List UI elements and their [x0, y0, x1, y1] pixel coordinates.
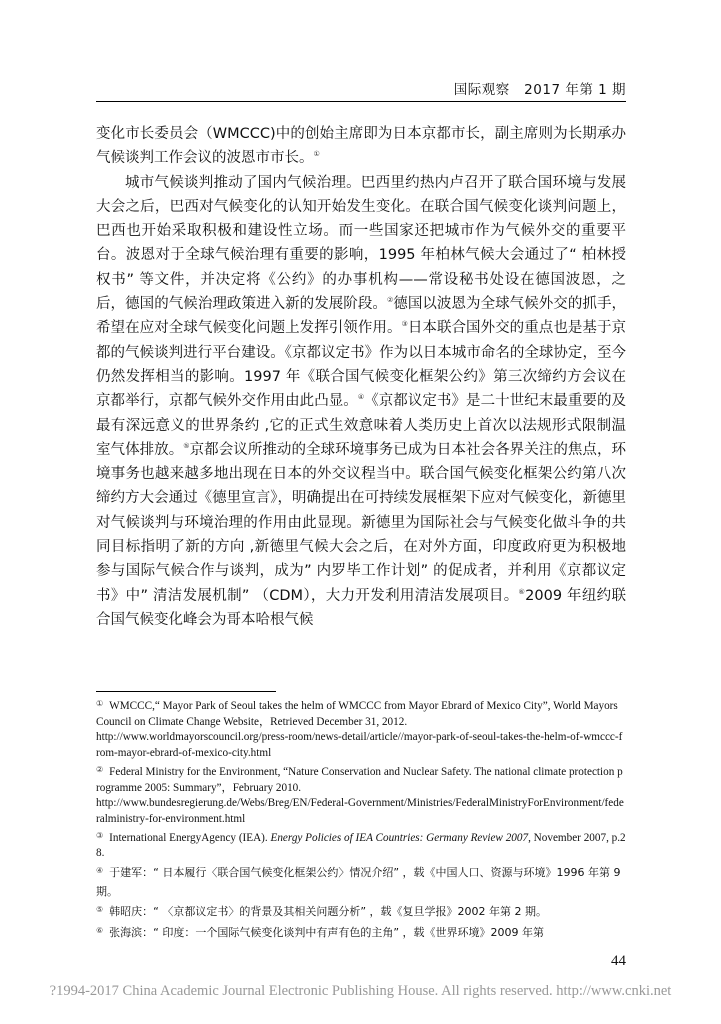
- footnote-ref-5[interactable]: ⑤: [183, 441, 190, 450]
- footnote-url[interactable]: http://www.worldmayorscouncil.org/press-room/news-detail/article//mayor-park-of-seoul-takes-the-helm-of-wmccc-from-mayor-ebrard-of-mexico-city.html: [96, 731, 623, 760]
- paragraph-text: 德国以波恩为全球气候外交的抓手，希望在应对全球气候变化问题上发挥引领作用。: [96, 296, 626, 337]
- running-header: [96, 78, 626, 98]
- footnote-text: 于建军：“ 日本履行〈联合国气候变化框架公约〉情况介绍” ，载《中国人口、资源与环境》1996 年第 9 期。: [96, 866, 621, 898]
- footnote-ref-4[interactable]: ④: [357, 393, 365, 402]
- page-number: 44: [611, 953, 626, 969]
- footnote-number: ②: [96, 764, 104, 774]
- footnote-text: WMCCC,“ Mayor Park of Seoul takes the helm of WMCCC from Mayor Ebrard of Mexico City”, World Mayors Council on Climate Change Website，Retrieved December 31, 2012.: [96, 700, 618, 728]
- footnote-5: [96, 901, 626, 922]
- paragraph-text: 日本联合国外交的重点也是基于京都的气候谈判进行平台建设。《京都议定书》作为以日本城市命名的全球协定，至今仍然发挥相当的影响。1997 年《联合国气候变化框架公约》第三次缔约方会议在京都举行，京都气候外交作用由此凸显。: [96, 320, 627, 410]
- paragraph-text: 《京都议定书》是二十世纪末最重要的及最有深远意义的世界条约 ,它的正式生效意味着人类历史上首次以法规形式限制温室气体排放。: [96, 393, 626, 458]
- footnote-1: [96, 696, 626, 762]
- footnote-4: [96, 862, 626, 901]
- footnote-number: ③: [96, 830, 104, 840]
- footnote-number: ⑤: [96, 905, 104, 915]
- footnote-url[interactable]: http://www.bundesregierung.de/Webs/Breg/EN/Federal-Government/Ministries/FederalMinistryForEnvironment/federalministry-for-environment.html: [96, 797, 624, 825]
- cnki-watermark: ?1994-2017 China Academic Journal Electronic Publishing House. All rights reserved. http://www.cnki.net: [49, 983, 672, 999]
- paragraph-text: 变化市长委员会（WMCCC)中的创始主席即为日本京都市长，副主席则为长期承办气候谈判工作会议的波恩市市长。: [96, 126, 626, 167]
- body-text: [96, 122, 626, 632]
- footnote-text: Federal Ministry for the Environment, “Nature Conservation and Nuclear Safety. The national climate protection programme 2005: Summary”，February 2010.: [96, 765, 623, 794]
- footnote-2: [96, 762, 626, 828]
- footnote-number: ④: [96, 866, 104, 876]
- paragraph-2: [96, 171, 626, 633]
- footnote-text: International EnergyAgency (IEA).: [109, 831, 271, 844]
- footnote-6: [96, 922, 626, 943]
- footnote-text: 张海滨：“ 印度：一个国际气候变化谈判中有声有色的主角” ，载《世界环境》2009 年第: [109, 925, 545, 939]
- footnote-ref-6[interactable]: ⑥: [518, 587, 526, 596]
- footnote-rule: [96, 691, 276, 692]
- footnote-ref-3[interactable]: ③: [401, 320, 408, 329]
- footnote-title: Energy Policies of IEA Countries: Germany Review 2007: [270, 831, 529, 844]
- journal-name: 国际观察: [453, 82, 510, 98]
- paragraph-1: [96, 122, 626, 171]
- footnote-text: , November 2007, p.28.: [96, 831, 626, 860]
- footnote-ref-1[interactable]: ①: [313, 150, 320, 159]
- footnote-number: ⑥: [96, 925, 104, 935]
- footnote-3: [96, 828, 626, 862]
- footnotes: [96, 696, 626, 942]
- paragraph-text: 京都会议所推动的全球环境事务已成为日本社会各界关注的焦点，环境事务也越来越多地出现在日本的外交议程当中。联合国气候变化框架公约第八次缔约方大会通过《德里宣言》，明确提出在可持续发展框架下应对气候变化，新德里对气候谈判与环境治理的作用由此显现。新德里为国际社会与气候变化做斗争的共同目标指明了新的方向 ,新德里气候大会之后，在对外方面，印度政府更为积极地参与国际气候合作与谈判，成为” 内罗毕工作计划” 的促成者，并利用《京都议定书》中” 清洁发展机制” （CDM），大力开发利用清洁发展项目。: [96, 441, 627, 604]
- paragraph-text: 城市气候谈判推动了国内气候治理。巴西里约热内卢召开了联合国环境与发展大会之后，巴西对气候变化的认知开始发生变化。在联合国气候变化谈判问题上，巴西也开始采取积极和建设性立场。而一些国家还把城市作为气候外交的重要平台。波恩对于全球气候治理有重要的影响，1995 年柏林气候大会通过了“ 柏林授权书” 等文件，并决定将《公约》的办事机构——常设秘书处设在德国波恩，之后，德国的气候治理政策进入新的发展阶段。: [96, 174, 626, 313]
- footnote-text: 韩昭庆：“ 〈京都议定书〉的背景及其相关问题分析” ，载《复旦学报》2002 年第 2 期。: [109, 905, 548, 919]
- header-rule: [96, 101, 626, 102]
- paragraph-text: 2009 年纽约联合国气候变化峰会为哥本哈根气候: [96, 587, 626, 628]
- footnote-ref-2[interactable]: ②: [386, 296, 394, 305]
- issue-label: 2017 年第 1 期: [524, 82, 626, 98]
- footnote-number: ①: [96, 699, 104, 708]
